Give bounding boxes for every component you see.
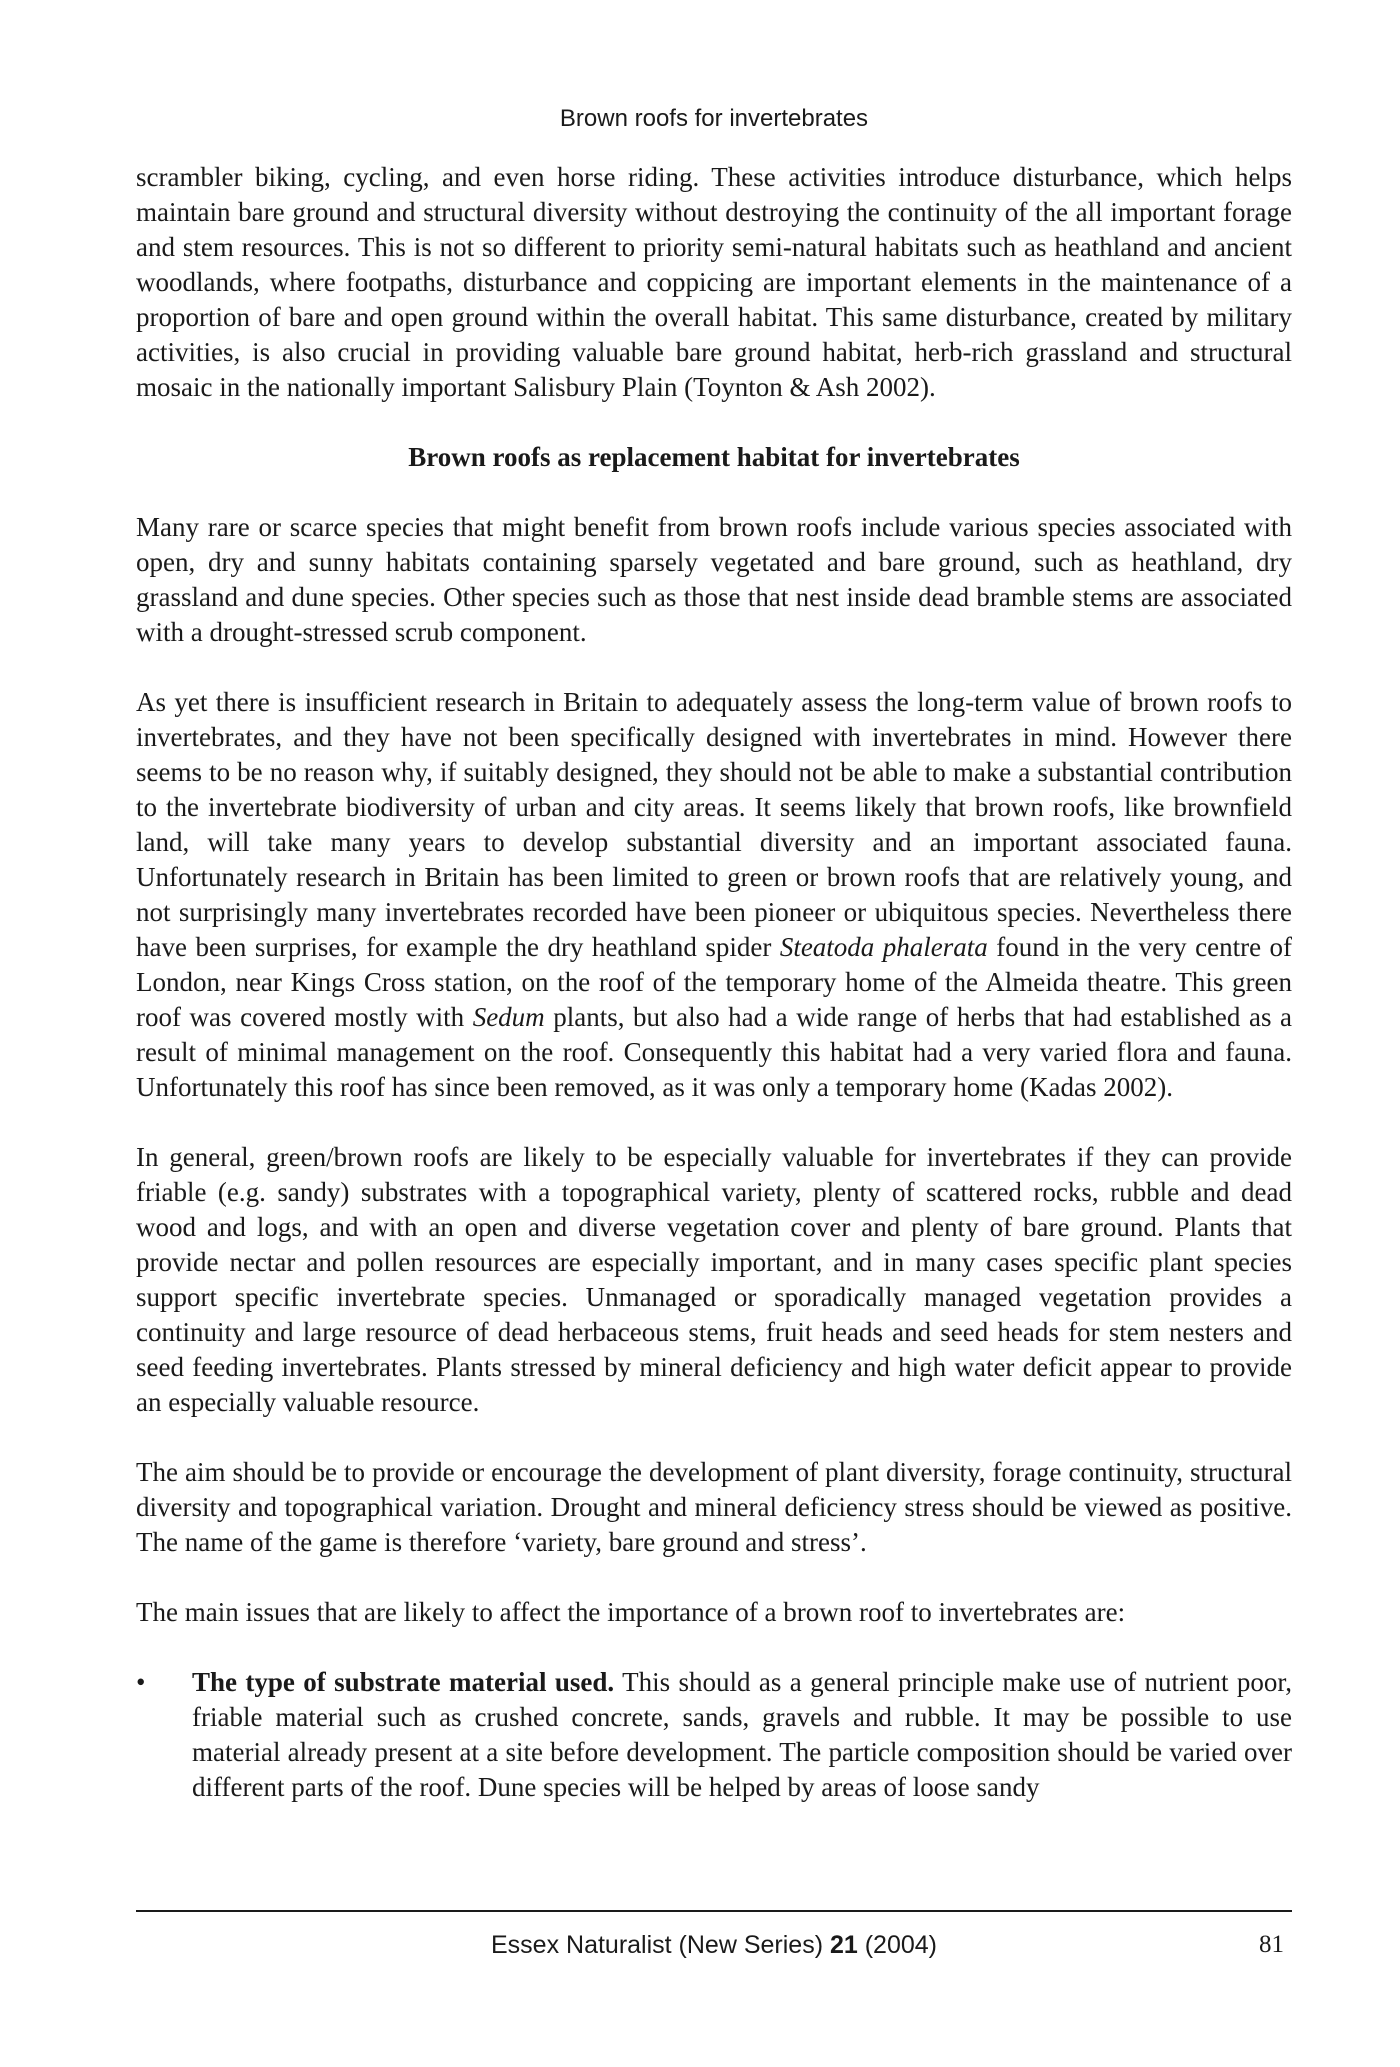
paragraph-5: The aim should be to provide or encourage the development of plant diversity, forage continuity, structural diversity and topographical variation. Drought and mineral deficiency stress should be viewed as positive. The name of the game is therefore ‘variety, bare ground and stress’. [136,1457,1292,1557]
paragraph-3-part-2: found in the very centre of London, near Kings Cross station, on the roof of the temporary home of the Almeida theatre. This green roof was covered mostly with [136,932,1293,1032]
paragraph-1: scrambler biking, cycling, and even horse riding. These activities introduce disturbance, which helps maintain bare ground and structural diversity without destroying the continuity of the all important forage and stem resources. This is not so different to priority semi-natural habitats such as heathland and ancient woodlands, where footpaths, disturbance and coppicing are important elements in the maintenance of a proportion of bare and open ground within the overall habitat. This same disturbance, created by military activities, is also crucial in providing valuable bare ground habitat, herb-rich grassland and structural mosaic in the nationally important Salisbury Plain (Toynton & Ash 2002). [136,162,1292,402]
paragraph-4: In general, green/brown roofs are likely to be especially valuable for invertebrates if they can provide friable (e.g. sandy) substrates with a topographical variety, plenty of scattered rocks, rubble and dead wood and logs, and with an open and diverse vegetation cover and plenty of bare ground. Plants that provide nectar and pollen resources are especially important, and in many cases specific plant species support specific invertebrate species. Unmanaged or sporadically managed vegetation provides a continuity and large resource of dead herbaceous stems, fruit heads and seed heads for stem nesters and seed feeding invertebrates. Plants stressed by mineral deficiency and high water deficit appear to provide an especially valuable resource. [136,1142,1292,1417]
genus-name: Sedum [472,1002,545,1032]
footer-journal [136,1928,1292,1962]
paragraph-3-part-3: plants, but also had a wide range of herbs that had established as a result of minimal management on the roof. Consequently this habitat had a very varied flora and fauna. Unfortunately this roof has since been removed, as it was only a temporary home (Kadas 2002). [136,1002,1292,1102]
running-head: Brown roofs for invertebrates [559,105,869,132]
bullet-marker: • [136,1667,146,1697]
section-heading: Brown roofs as replacement habitat for invertebrates [408,442,1020,472]
issues-list [136,1665,1292,1805]
volume-number: 21 [829,1931,858,1959]
page-footer [136,1928,1292,1962]
document-page [136,0,1292,2067]
species-name: Steatoda phalerata [779,932,988,962]
journal-name: Essex Naturalist (New Series) [490,1931,830,1959]
paragraph-3 [136,685,1292,1105]
page-number: 81 [1259,1931,1284,1958]
list-item [136,1665,1292,1805]
paragraph-3-part-1: As yet there is insufficient research in Britain to adequately assess the long-term value of brown roofs to invertebrates, and they have not been specifically designed with invertebrates in mind. However there seems to be no reason why, if suitably designed, they should not be able to make a substantial contribution to the invertebrate biodiversity of urban and city areas. It seems likely that brown roofs, like brownfield land, will take many years to develop substantial diversity and an important associated fauna. Unfortunately research in Britain has been limited to green or brown roofs that are relatively young, and not surprisingly many invertebrates recorded have been pioneer or ubiquitous species. Nevertheless there have been surprises, for example the dry heathland spider [136,687,1292,962]
body-text [136,160,1292,1805]
paragraph-6: The main issues that are likely to affect the importance of a brown roof to invertebrates are: [136,1597,1126,1627]
list-item-text: This should as a general principle make use of nutrient poor, friable material such as crushed concrete, sands, gravels and rubble. It may be possible to use material already present at a site before development. The particle composition should be varied over different parts of the roof. Dune species will be helped by areas of loose sandy [192,1667,1293,1802]
footer-rule [136,1910,1292,1912]
paragraph-2: Many rare or scarce species that might benefit from brown roofs include various species associated with open, dry and sunny habitats containing sparsely vegetated and bare ground, such as heathland, dry grassland and dune species. Other species such as those that nest inside dead bramble stems are associated with a drought-stressed scrub component. [136,512,1292,647]
list-item-lead: The type of substrate material used. [192,1667,615,1697]
publication-year: (2004) [857,1931,937,1959]
